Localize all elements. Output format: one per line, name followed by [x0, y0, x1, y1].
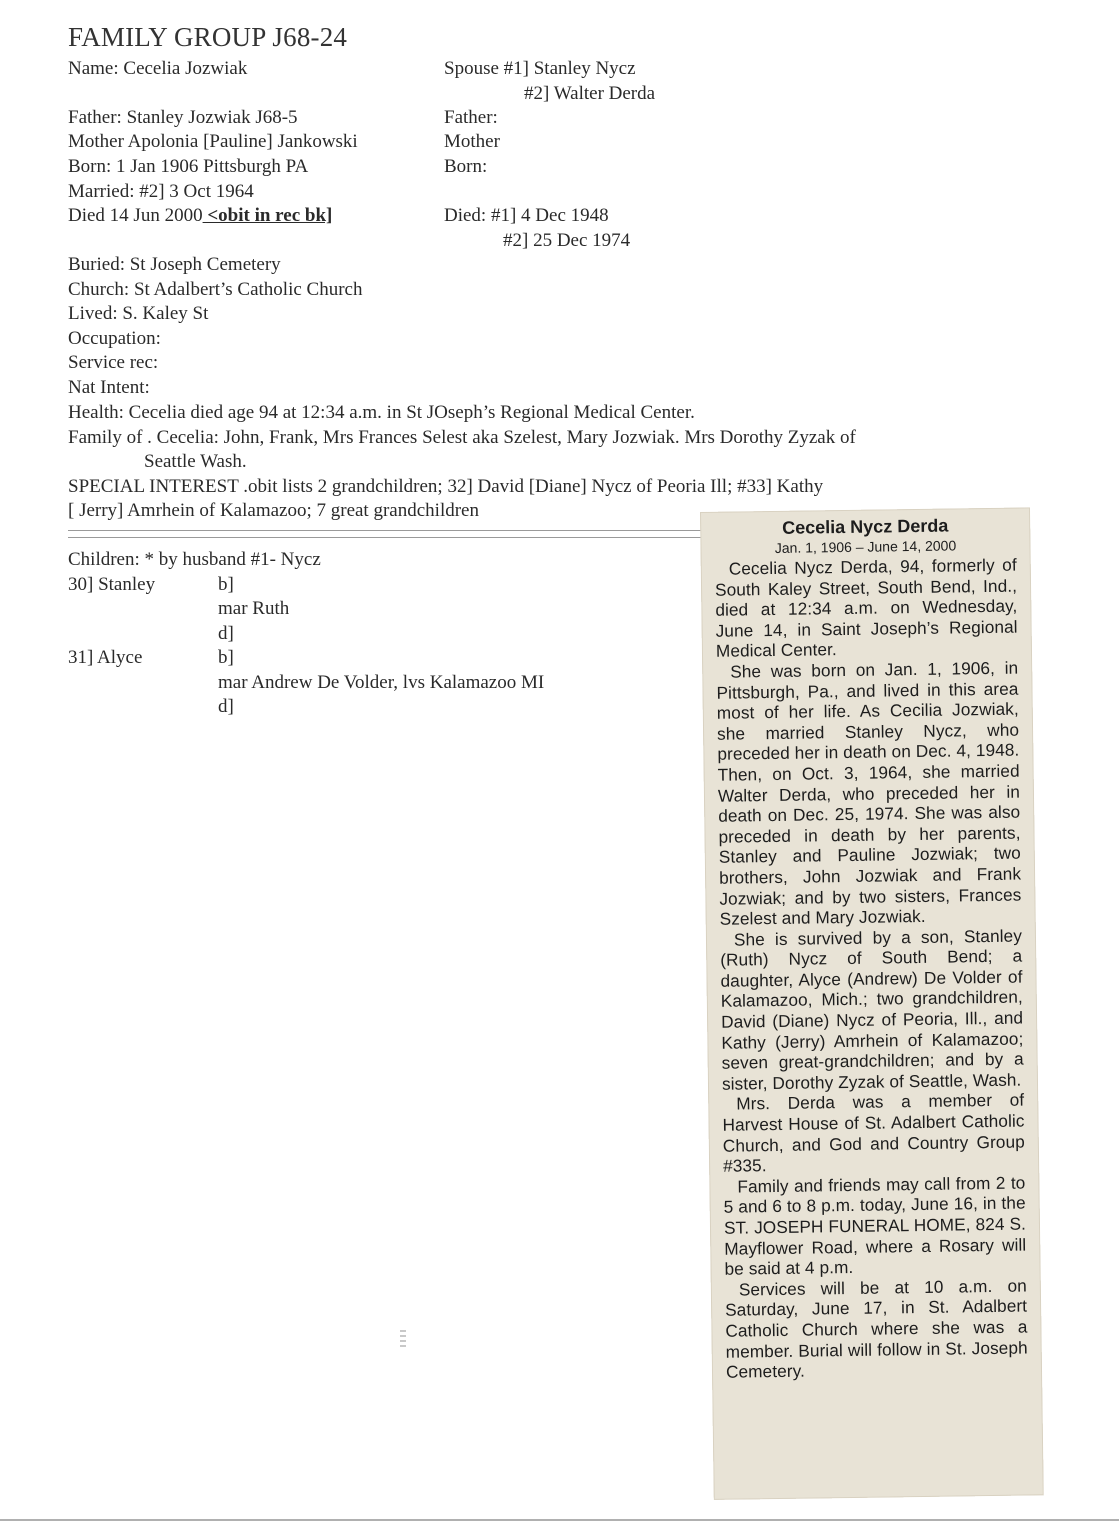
nat-intent-field: Nat Intent:: [68, 377, 150, 398]
child-born: b]: [218, 647, 234, 668]
service-record-field: Service rec:: [68, 352, 159, 373]
obit-reference: <obit in rec bk]: [202, 205, 333, 226]
obituary-name: Cecelia Nycz Derda: [782, 515, 949, 538]
spouse-1-field: Spouse #1] Stanley Nycz: [444, 58, 636, 79]
name-field: Name: Cecelia Jozwiak: [68, 58, 248, 79]
spouse-2-field: #2] Walter Derda: [524, 83, 656, 104]
child-born: b]: [218, 574, 234, 595]
obituary-paragraph: Services will be at 10 a.m. on Saturday, June 17, in St. Adalbert Catholic Church where she was a member. Burial will follow in St. Joseph Cemetery.: [725, 1275, 1028, 1382]
lived-field: Lived: S. Kaley St: [68, 303, 209, 324]
died-date: Died 14 Jun 2000: [68, 205, 203, 226]
child-died: d]: [218, 696, 234, 717]
special-interest-continued: [ Jerry] Amrhein of Kalamazoo; 7 great grandchildren: [68, 500, 479, 521]
child-died: d]: [218, 623, 234, 644]
spouse-died-1-field: Died: #1] 4 Dec 1948: [444, 205, 609, 226]
child-married: mar Andrew De Volder, lvs Kalamazoo MI: [218, 672, 545, 693]
child-number-name: 30] Stanley: [68, 574, 156, 595]
section-divider: [68, 530, 720, 538]
scan-edge: [0, 1519, 1119, 1521]
scan-speck: [400, 1330, 406, 1348]
obituary-paragraph: Cecelia Nycz Derda, 94, formerly of South Kaley Street, South Bend, Ind., died at 12:34 a.m. on Wednesday, June 14, in Saint Joseph’s Regional Medical Center.: [714, 554, 1018, 662]
obituary-paragraph: She was born on Jan. 1, 1906, in Pittsburgh, Pa., and lived in this area most of her life. As Cecilia Jozwiak, she married Stanley Nycz, who preceded her in death on Dec. 4, 1948. Then, on Oct. 3, 1964, she married Walter Derda, who preceded her in death on Dec. 25, 1974. She was also preceded in death by her parents, Stanley and Pauline Jozwiak; two brothers, John Jozwiak and Frank Jozwiak; and by two sisters, Frances Szelest and Mary Jozwiak.: [716, 657, 1022, 929]
obituary-clipping: [700, 507, 1044, 1500]
spouse-mother-field: Mother: [444, 131, 500, 152]
buried-field: Buried: St Joseph Cemetery: [68, 254, 281, 275]
mother-field: Mother Apolonia [Pauline] Jankowski: [68, 131, 358, 152]
church-field: Church: St Adalbert’s Catholic Church: [68, 279, 363, 300]
family-of-field: Family of . Cecelia: John, Frank, Mrs Frances Selest aka Szelest, Mary Jozwiak. Mrs Dorothy Zyzak of: [68, 427, 856, 448]
family-of-continued: Seattle Wash.: [144, 451, 247, 472]
child-married: mar Ruth: [218, 598, 290, 619]
page-title: FAMILY GROUP J68-24: [68, 22, 348, 52]
health-field: Health: Cecelia died age 94 at 12:34 a.m. in St JOseph’s Regional Medical Center.: [68, 402, 695, 423]
child-number-name: 31] Alyce: [68, 647, 143, 668]
occupation-field: Occupation:: [68, 328, 161, 349]
special-interest-field: SPECIAL INTEREST .obit lists 2 grandchildren; 32] David [Diane] Nycz of Peoria Ill; #33] Kathy: [68, 476, 824, 497]
father-field: Father: Stanley Jozwiak J68-5: [68, 107, 298, 128]
obituary-paragraph: Mrs. Derda was a member of Harvest House of St. Adalbert Catholic Church, and God and Country Group #335.: [722, 1089, 1025, 1176]
obituary-paragraph: Family and friends may call from 2 to 5 and 6 to 8 p.m. today, June 16, in the ST. JOSEPH FUNERAL HOME, 824 S. Mayflower Road, where a Rosary will be said at 4 p.m.: [723, 1172, 1027, 1279]
born-field: Born: 1 Jan 1906 Pittsburgh PA: [68, 156, 309, 177]
married-field: Married: #2] 3 Oct 1964: [68, 181, 254, 202]
obituary-dates: Jan. 1, 1906 – June 14, 2000: [774, 537, 957, 556]
spouse-died-2-field: #2] 25 Dec 1974: [503, 230, 631, 251]
children-header: Children: * by husband #1- Nycz: [68, 549, 321, 570]
spouse-born-field: Born:: [444, 156, 488, 177]
died-field: [68, 204, 332, 228]
spouse-father-field: Father:: [444, 107, 498, 128]
obituary-paragraph: She is survived by a son, Stanley (Ruth) Nycz of South Bend; a daughter, Alyce (Andrew) De Volder of Kalamazoo, Mich.; two grandchildren, David (Diane) Nycz of Peoria, Ill., and Kathy (Jerry) Amrhein of Kalamazoo; seven great-grandchildren; and by a sister, Dorothy Zyzak of Seattle, Wash.: [720, 925, 1024, 1094]
